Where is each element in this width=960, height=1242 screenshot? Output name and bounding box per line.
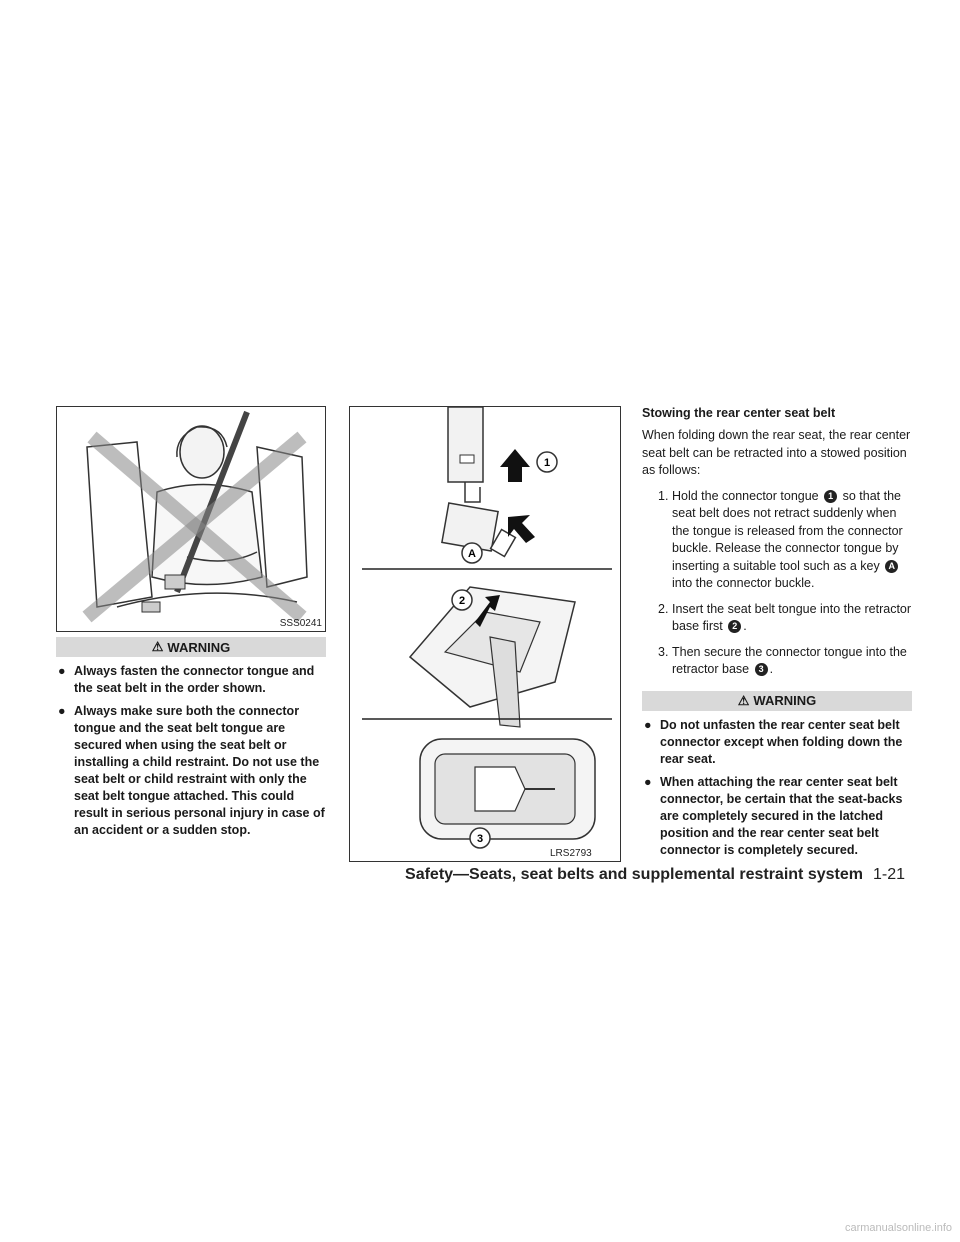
warning-header bbox=[56, 637, 326, 657]
callout-1: 1 bbox=[543, 457, 551, 469]
callout-A: A bbox=[468, 548, 476, 560]
callout-badge: 3 bbox=[755, 663, 768, 676]
warning-title: WARNING bbox=[167, 639, 231, 655]
bullet-icon: ● bbox=[644, 717, 652, 732]
person-seatbelt-illustration bbox=[57, 407, 325, 631]
warning-item: ● Always fasten the connector tongue and the seat belt in the order shown. bbox=[58, 664, 315, 695]
bullet-icon: ● bbox=[58, 664, 66, 678]
bullet-icon: ● bbox=[644, 774, 652, 789]
callout-badge: 2 bbox=[728, 620, 741, 633]
step-item: 2. Insert the seat belt tongue into the retractor base first 2 . bbox=[658, 601, 912, 633]
stowing-procedure-figure bbox=[349, 406, 621, 862]
warning-title: WARNING bbox=[753, 693, 817, 708]
section-title: Safety—Seats, seat belts and supplemental restraint system bbox=[405, 866, 863, 883]
warning-header bbox=[642, 691, 912, 711]
left-column bbox=[56, 406, 326, 839]
callout-3: 3 bbox=[476, 833, 484, 845]
callout-2: 2 bbox=[458, 595, 466, 607]
step-item: 1. Hold the connector tongue 1 so that the seat belt does not retract suddenly when the tongue is released from the connector buckle. Release the connector tongue by inserting a suitable tool such as a key A into the connector buckle. bbox=[658, 488, 903, 590]
warning-item: ● Always make sure both the connector tongue and the seat belt tongue are secured when using the seat belt or installing a child restraint. Do not use the seat belt or child restraint with only the seat belt tongue attached. This could result in serious personal injury in case of an accident or a sudden stop. bbox=[58, 704, 325, 837]
page-footer bbox=[405, 866, 905, 884]
warning-triangle-icon: ⚠ bbox=[737, 692, 750, 708]
callout-badge: 1 bbox=[824, 490, 837, 503]
intro-paragraph: When folding down the rear seat, the rear center seat belt can be retracted into a stowed position as follows: bbox=[642, 428, 911, 477]
warning-list bbox=[56, 663, 326, 839]
stowing-steps-illustration bbox=[350, 407, 620, 861]
right-column bbox=[642, 405, 912, 859]
seatbelt-warning-figure bbox=[56, 406, 326, 632]
warning-item: ● When attaching the rear center seat belt connector, be certain that the seat-backs are completely secured in the latched position and the rear center seat belt connector is completely secured. bbox=[644, 774, 903, 857]
step-item: 3. Then secure the connector tongue into the retractor base 3 . bbox=[658, 644, 907, 676]
warning-list bbox=[642, 717, 912, 859]
callout-badge: A bbox=[885, 560, 898, 573]
watermark: carmanualsonline.info bbox=[844, 1222, 952, 1234]
figure-code: LRS2793 bbox=[550, 848, 592, 859]
page-number: 1-21 bbox=[872, 866, 905, 883]
figure-code: SSS0241 bbox=[279, 618, 322, 629]
section-heading: Stowing the rear center seat belt bbox=[642, 406, 836, 420]
bullet-icon: ● bbox=[58, 704, 66, 718]
warning-item: ● Do not unfasten the rear center seat belt connector except when folding down the rear seat. bbox=[644, 717, 903, 766]
step-list bbox=[642, 488, 912, 679]
warning-triangle-icon: ⚠ bbox=[151, 639, 164, 654]
